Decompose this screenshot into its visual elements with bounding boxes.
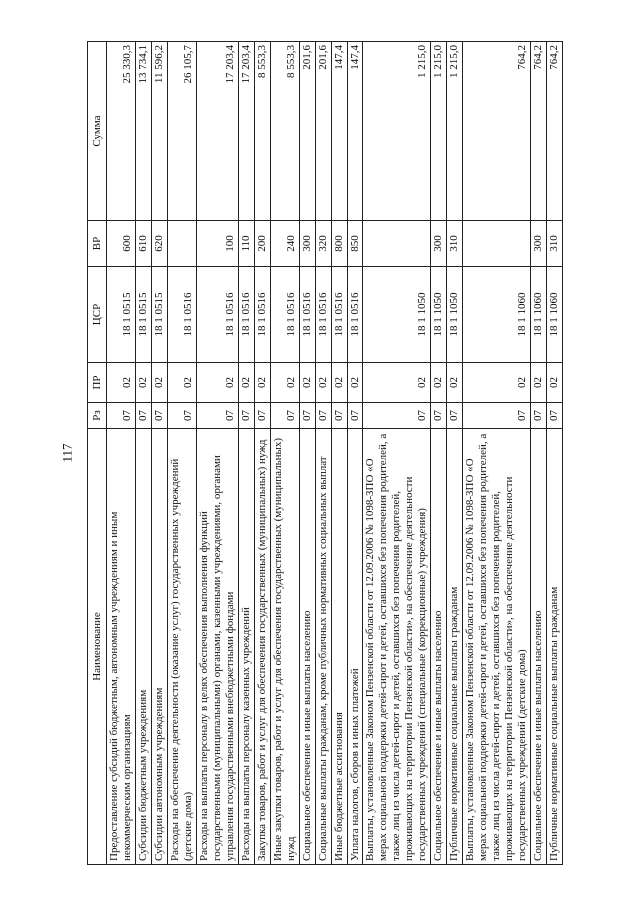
- cell-sum: 8 553,3: [254, 42, 270, 221]
- cell-vr: 300: [531, 221, 547, 267]
- cell-rz: 07: [447, 403, 463, 429]
- cell-sum: 1 215,0: [447, 42, 463, 221]
- cell-name: Публичные нормативные социальные выплаты гражданам: [447, 429, 463, 865]
- table-row: [447, 42, 463, 865]
- cell-csr: 18 1 1060: [547, 267, 563, 363]
- cell-pr: 02: [347, 363, 363, 403]
- cell-pr: 02: [270, 363, 299, 403]
- cell-csr: 18 1 0516: [270, 267, 299, 363]
- cell-csr: 18 1 1050: [363, 267, 431, 363]
- cell-csr: 18 1 0516: [254, 267, 270, 363]
- cell-name: Выплаты, установленные Законом Пензенской области от 12.09.2006 № 1098-ЗПО «О мерах социальной поддержки детей-сирот и детей, оставшихся без попечения родителей, а также лиц из числа детей-сирот и детей, оставшихся без попечения родителей, проживающих на территории Пензенской области», на обеспечение деятельности государственных учреждений (специальные (коррекционные) учреждения): [363, 429, 431, 865]
- cell-csr: 18 1 1060: [463, 267, 531, 363]
- cell-csr: 18 1 1050: [431, 267, 447, 363]
- header-sum: Сумма: [88, 42, 107, 221]
- cell-pr: 02: [151, 363, 167, 403]
- cell-name: Иные закупки товаров, работ и услуг для обеспечения государственных (муниципальных) нужд: [270, 429, 299, 865]
- cell-name: Выплаты, установленные Законом Пензенской области от 12.09.2006 № 1098-ЗПО «О мерах социальной поддержки детей-сирот и детей, оставшихся без попечения родителей, а также лиц из числа детей-сирот и детей, оставшихся без попечения родителей, проживающих на территории Пензенской области», на обеспечение деятельности государственных учреждений (детские дома): [463, 429, 531, 865]
- cell-csr: 18 1 0516: [347, 267, 363, 363]
- header-pr: ПР: [88, 363, 107, 403]
- cell-rz: 07: [135, 403, 151, 429]
- table-row: [531, 42, 547, 865]
- cell-pr: 02: [447, 363, 463, 403]
- cell-vr: 240: [270, 221, 299, 267]
- cell-csr: 18 1 1050: [447, 267, 463, 363]
- cell-pr: 02: [547, 363, 563, 403]
- cell-csr: 18 1 0516: [238, 267, 254, 363]
- cell-csr: 18 1 0516: [331, 267, 347, 363]
- cell-sum: 8 553,3: [270, 42, 299, 221]
- cell-name: Социальное обеспечение и иные выплаты населению: [531, 429, 547, 865]
- cell-sum: 17 203,4: [196, 42, 238, 221]
- cell-name: Социальное обеспечение и иные выплаты населению: [431, 429, 447, 865]
- cell-name: Социальное обеспечение и иные выплаты населению: [299, 429, 315, 865]
- cell-name: Расходы на выплаты персоналу казенных учреждений: [238, 429, 254, 865]
- cell-name: Социальные выплаты гражданам, кроме публичных нормативных социальных выплат: [315, 429, 331, 865]
- cell-csr: 18 1 0516: [167, 267, 196, 363]
- table-row: [431, 42, 447, 865]
- cell-pr: 02: [331, 363, 347, 403]
- cell-csr: 18 1 0516: [196, 267, 238, 363]
- cell-rz: 07: [463, 403, 531, 429]
- table-row: [196, 42, 238, 865]
- table-row: [463, 42, 531, 865]
- cell-csr: 18 1 0515: [135, 267, 151, 363]
- cell-sum: 147,4: [347, 42, 363, 221]
- cell-rz: 07: [270, 403, 299, 429]
- table-row: [315, 42, 331, 865]
- cell-pr: 02: [107, 363, 136, 403]
- cell-rz: 07: [299, 403, 315, 429]
- cell-rz: 07: [151, 403, 167, 429]
- cell-rz: 07: [254, 403, 270, 429]
- cell-sum: 13 734,1: [135, 42, 151, 221]
- cell-csr: 18 1 0516: [299, 267, 315, 363]
- cell-vr: 300: [299, 221, 315, 267]
- table-row: [363, 42, 431, 865]
- cell-vr: 620: [151, 221, 167, 267]
- cell-vr: 610: [135, 221, 151, 267]
- cell-rz: 07: [196, 403, 238, 429]
- cell-rz: 07: [315, 403, 331, 429]
- cell-rz: 07: [531, 403, 547, 429]
- cell-pr: 02: [254, 363, 270, 403]
- cell-sum: 764,2: [463, 42, 531, 221]
- cell-pr: 02: [299, 363, 315, 403]
- page-number-text: 117: [60, 442, 75, 463]
- cell-pr: 02: [463, 363, 531, 403]
- cell-vr: 110: [238, 221, 254, 267]
- cell-csr: 18 1 0515: [107, 267, 136, 363]
- cell-name: Расходы на выплаты персоналу в целях обеспечения выполнения функций государственными (муниципальными) органами, казенными учреждениями, органами управления государственными внебюджетными фондами: [196, 429, 238, 865]
- cell-vr: 600: [107, 221, 136, 267]
- cell-name: Уплата налогов, сборов и иных платежей: [347, 429, 363, 865]
- cell-vr: 300: [431, 221, 447, 267]
- cell-vr: [463, 221, 531, 267]
- header-name: Наименование: [88, 429, 107, 865]
- cell-pr: 02: [135, 363, 151, 403]
- cell-csr: 18 1 0515: [151, 267, 167, 363]
- cell-pr: 02: [363, 363, 431, 403]
- cell-sum: 25 330,3: [107, 42, 136, 221]
- cell-rz: 07: [347, 403, 363, 429]
- cell-rz: 07: [363, 403, 431, 429]
- table-body: [107, 42, 563, 865]
- cell-pr: 02: [167, 363, 196, 403]
- cell-pr: 02: [238, 363, 254, 403]
- page-number: [58, 0, 78, 905]
- cell-sum: 11 596,2: [151, 42, 167, 221]
- cell-name: Закупка товаров, работ и услуг для обеспечения государственных (муниципальных) нужд: [254, 429, 270, 865]
- table-row: [238, 42, 254, 865]
- cell-name: Субсидии бюджетным учреждениям: [135, 429, 151, 865]
- cell-sum: 1 215,0: [363, 42, 431, 221]
- cell-pr: 02: [315, 363, 331, 403]
- budget-table: [87, 41, 563, 865]
- cell-name: Расходы на обеспечение деятельности (оказание услуг) государственных учреждений (детские дома): [167, 429, 196, 865]
- cell-sum: 201,6: [299, 42, 315, 221]
- cell-sum: 147,4: [331, 42, 347, 221]
- cell-vr: [363, 221, 431, 267]
- cell-name: Субсидии автономным учреждениям: [151, 429, 167, 865]
- cell-vr: 320: [315, 221, 331, 267]
- rotated-page: [87, 42, 563, 865]
- cell-name: Иные бюджетные ассигнования: [331, 429, 347, 865]
- cell-name: Публичные нормативные социальные выплаты гражданам: [547, 429, 563, 865]
- cell-rz: 07: [107, 403, 136, 429]
- cell-name: Предоставление субсидий бюджетным, автономным учреждениям и иным некоммерческим организациям: [107, 429, 136, 865]
- cell-pr: 02: [531, 363, 547, 403]
- header-rz: Рз: [88, 403, 107, 429]
- cell-vr: 800: [331, 221, 347, 267]
- table-row: [547, 42, 563, 865]
- table-row: [331, 42, 347, 865]
- header-csr: ЦСР: [88, 267, 107, 363]
- cell-sum: 764,2: [547, 42, 563, 221]
- cell-vr: 310: [547, 221, 563, 267]
- table-row: [151, 42, 167, 865]
- cell-vr: 100: [196, 221, 238, 267]
- cell-vr: 850: [347, 221, 363, 267]
- cell-vr: [167, 221, 196, 267]
- cell-rz: 07: [431, 403, 447, 429]
- cell-rz: 07: [167, 403, 196, 429]
- table-row: [270, 42, 299, 865]
- cell-pr: 02: [431, 363, 447, 403]
- cell-vr: 310: [447, 221, 463, 267]
- table-row: [167, 42, 196, 865]
- cell-csr: 18 1 0516: [315, 267, 331, 363]
- table-row: [254, 42, 270, 865]
- cell-csr: 18 1 1060: [531, 267, 547, 363]
- table-row: [347, 42, 363, 865]
- cell-sum: 764,2: [531, 42, 547, 221]
- cell-sum: 26 105,7: [167, 42, 196, 221]
- header-vr: ВР: [88, 221, 107, 267]
- table-row: [107, 42, 136, 865]
- table-row: [299, 42, 315, 865]
- table-row: [135, 42, 151, 865]
- cell-sum: 201,6: [315, 42, 331, 221]
- table-header: [88, 42, 107, 865]
- cell-rz: 07: [331, 403, 347, 429]
- cell-pr: 02: [196, 363, 238, 403]
- cell-sum: 17 203,4: [238, 42, 254, 221]
- cell-rz: 07: [238, 403, 254, 429]
- cell-rz: 07: [547, 403, 563, 429]
- header-row: [88, 42, 107, 865]
- cell-vr: 200: [254, 221, 270, 267]
- cell-sum: 1 215,0: [431, 42, 447, 221]
